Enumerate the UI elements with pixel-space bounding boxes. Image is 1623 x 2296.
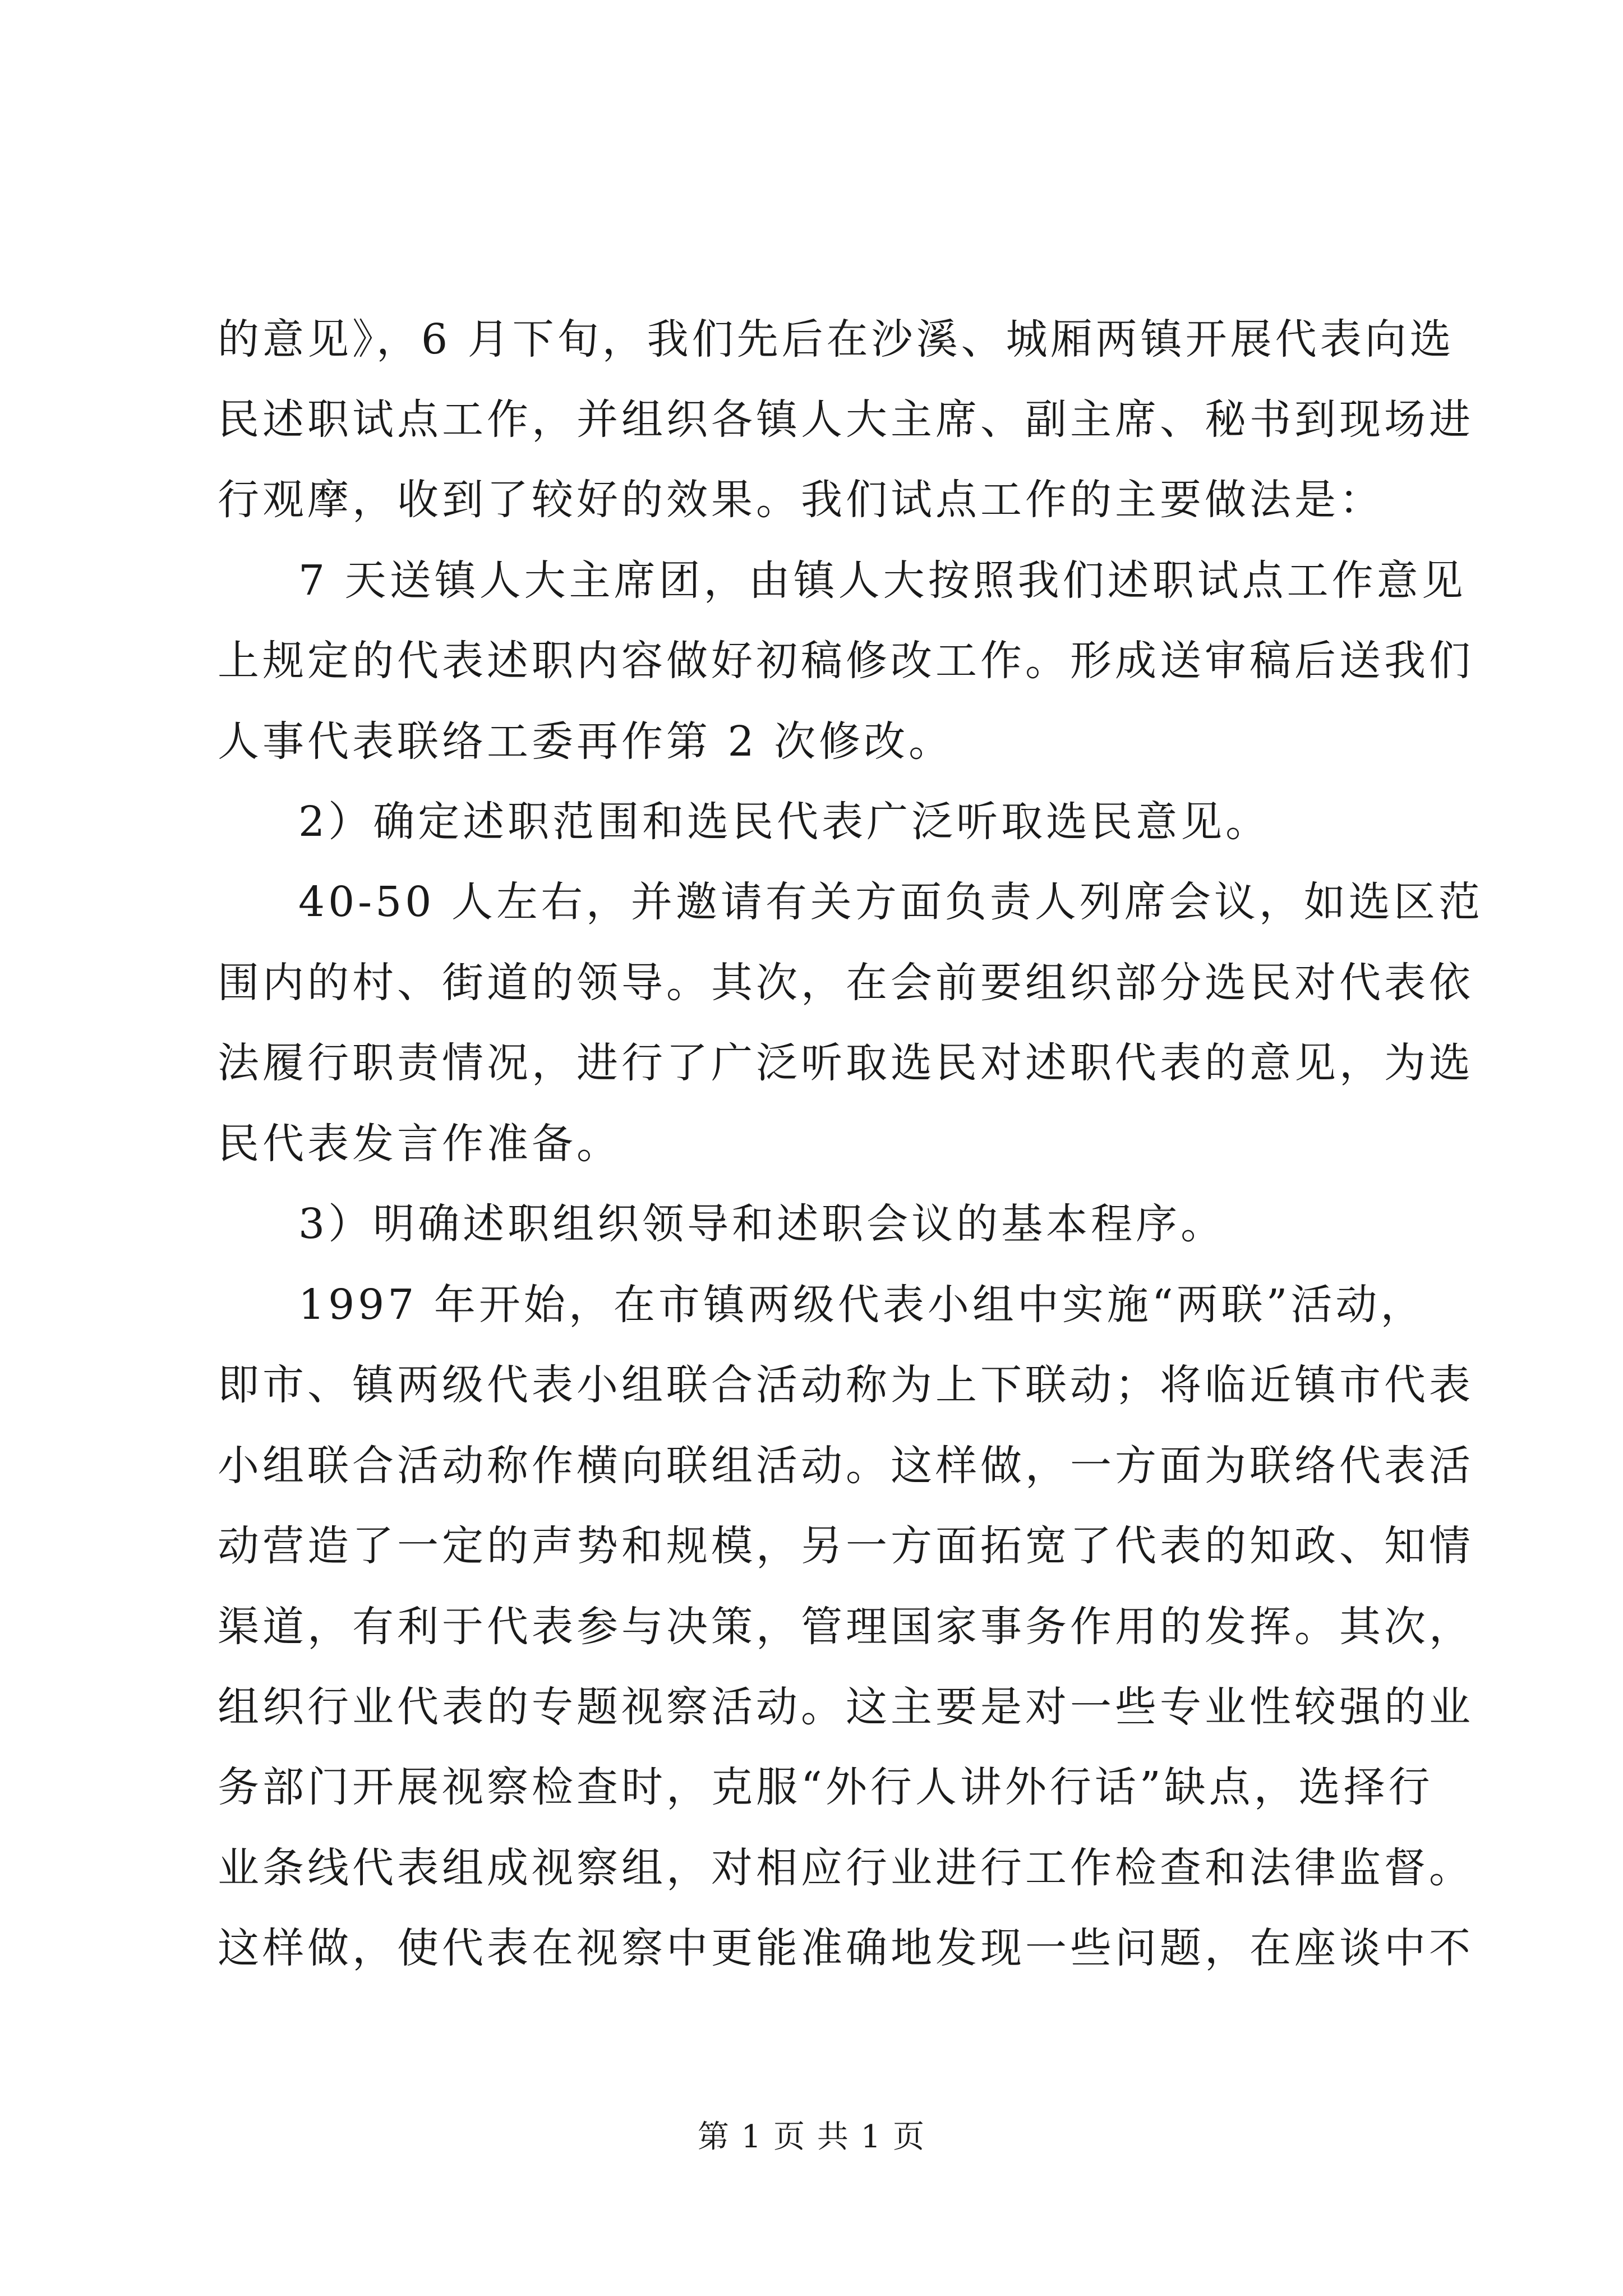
- text-line: 上规定的代表述职内容做好初稿修改工作。形成送审稿后送我们: [218, 637, 1474, 685]
- text-line: 业条线代表组成视察组，对相应行业进行工作检查和法律监督。: [218, 1844, 1474, 1892]
- text-line: 这样做，使代表在视察中更能准确地发现一些问题，在座谈中不: [218, 1924, 1474, 1972]
- text-line: 法履行职责情况，进行了广泛听取选民对述职代表的意见，为选: [218, 1039, 1474, 1087]
- text-line: 围内的村、街道的领导。其次，在会前要组织部分选民对代表依: [218, 959, 1474, 1007]
- text-line: 40-50 人左右，并邀请有关方面负责人列席会议，如选区范: [298, 878, 1483, 926]
- text-line: 民代表发言作准备。: [218, 1120, 621, 1168]
- text-line: 的意见》，6 月下旬，我们先后在沙溪、城厢两镇开展代表向选: [218, 315, 1455, 364]
- text-line: 小组联合活动称作横向联组活动。这样做，一方面为联络代表活: [218, 1442, 1474, 1490]
- page-footer: 第 1 页 共 1 页: [697, 2119, 926, 2155]
- text-line: 民述职试点工作，并组织各镇人大主席、副主席、秘书到现场进: [218, 395, 1474, 444]
- text-line: 组织行业代表的专题视察活动。这主要是对一些专业性较强的业: [218, 1683, 1474, 1731]
- text-line: 7 天送镇人大主席团，由镇人大按照我们述职试点工作意见: [298, 556, 1467, 605]
- text-line: 动营造了一定的声势和规模，另一方面拓宽了代表的知政、知情: [218, 1522, 1474, 1570]
- text-line: 行观摩，收到了较好的效果。我们试点工作的主要做法是：: [218, 476, 1384, 524]
- text-line: 2）确定述职范围和选民代表广泛听取选民意见。: [298, 798, 1271, 846]
- text-line: 渠道，有利于代表参与决策，管理国家事务作用的发挥。其次，: [218, 1603, 1474, 1651]
- text-line: 3）明确述职组织领导和述职会议的基本程序。: [298, 1200, 1226, 1248]
- text-line: 人事代表联络工委再作第 2 次修改。: [218, 717, 954, 766]
- text-line: 务部门开展视察检查时，克服“外行人讲外行话”缺点，选择行: [218, 1763, 1433, 1811]
- text-line: 1997 年开始，在市镇两级代表小组中实施“两联”活动，: [298, 1281, 1426, 1329]
- text-line: 即市、镇两级代表小组联合活动称为上下联动；将临近镇市代表: [218, 1361, 1474, 1409]
